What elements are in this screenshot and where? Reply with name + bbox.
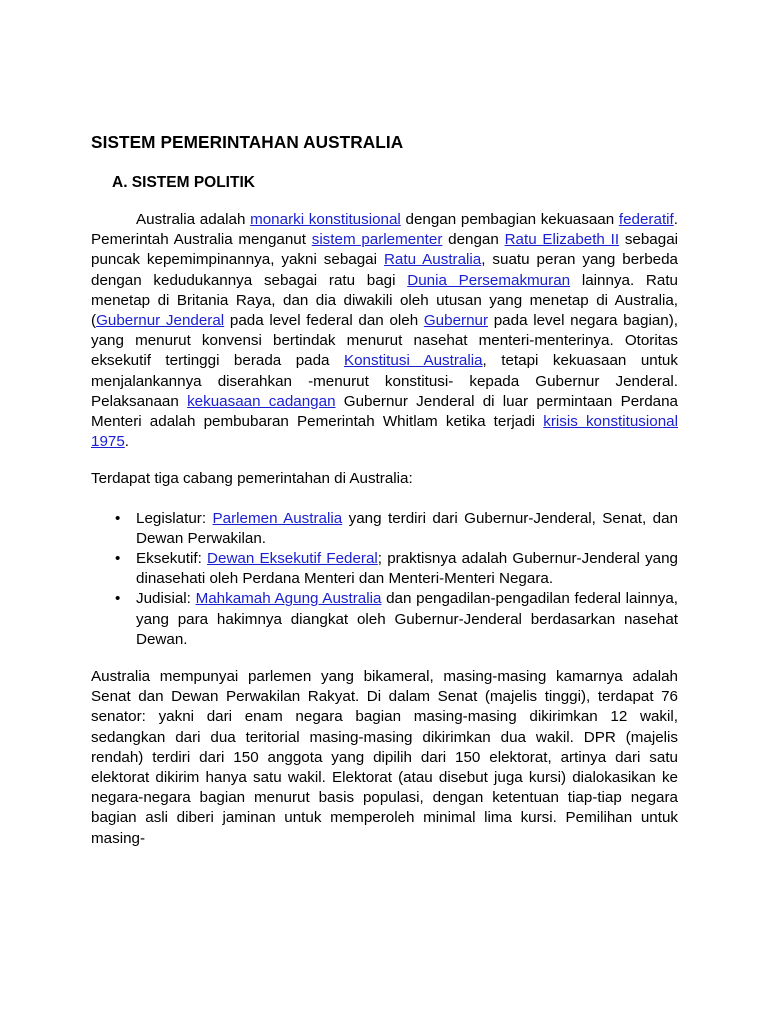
link-monarki-konstitusional[interactable]: monarki konstitusional: [250, 211, 401, 228]
link-dewan-eksekutif-federal[interactable]: Dewan Eksekutif Federal: [207, 550, 378, 568]
section-heading: A. SISTEM POLITIK: [112, 174, 255, 191]
text-segment: , suatu peran yang berbeda dengan kedudukannya sebagai ratu bagi: [91, 251, 678, 289]
link-kekuasaan-cadangan[interactable]: kekuasaan cadangan: [187, 392, 336, 410]
link-krisis-konstitusional-1975[interactable]: krisis konstitusional 1975: [91, 413, 678, 451]
branch-label: Legislatur:: [136, 509, 213, 527]
branch-description: ; praktisnya adalah Gubernur-Jenderal yang dinasehati oleh Perdana Menteri dan Menteri-Menteri Negara.: [136, 550, 678, 588]
branch-label: Eksekutif:: [136, 550, 208, 568]
bullet-marker: •: [115, 509, 121, 527]
link-ratu-elizabeth-ii[interactable]: Ratu Elizabeth II: [504, 231, 620, 249]
text-segment: .: [124, 433, 130, 451]
link-ratu-australia[interactable]: Ratu Australia: [383, 251, 482, 269]
text-segment: sebagai puncak kepemimpinannya, yakni sebagai: [91, 231, 679, 269]
link-dunia-persemakmuran[interactable]: Dunia Persemakmuran: [407, 271, 571, 289]
text-segment: pada level negara bagian), yang menurut konvensi bertindak menurut nasehat menteri-menterinya. Otoritas eksekutif tertinggi berada pada: [91, 312, 678, 370]
bullet-marker: •: [115, 550, 121, 568]
branches-intro: Terdapat tiga cabang pemerintahan di Australia:: [91, 470, 413, 488]
link-gubernur[interactable]: Gubernur: [423, 312, 489, 330]
text-segment: Gubernur Jenderal di luar permintaan Perdana Menteri adalah pembubaran Pemerintah Whitlam ketika terjadi: [91, 392, 678, 431]
link-parlemen-australia[interactable]: Parlemen Australia: [212, 509, 343, 527]
list-item-legislatur: [115, 509, 678, 549]
list-item-eksekutif: [115, 549, 678, 589]
document-page: [91, 128, 678, 849]
branch-description: dan pengadilan-pengadilan federal lainnya, yang para hakimnya diangkat oleh Gubernur-Jenderal berdasarkan nasehat Dewan.: [136, 590, 678, 648]
link-mahkamah-agung-australia[interactable]: Mahkamah Agung Australia: [195, 590, 382, 608]
text-segment: , tetapi kekuasaan untuk menjalankannya diserahkan -menurut konstitusi- kepada Gubernur Jenderal. Pelaksanaan: [91, 352, 678, 410]
page-title: SISTEM PEMERINTAHAN AUSTRALIA: [91, 132, 404, 152]
text-segment: Australia adalah: [136, 211, 251, 228]
list-item-judisial: [115, 589, 678, 650]
branches-list: [91, 509, 678, 650]
text-segment: lainnya. Ratu menetap di Britania Raya, dan dia diwakili oleh utusan yang menetap di Australia, (: [91, 271, 678, 330]
link-federatif[interactable]: federatif: [618, 211, 674, 228]
text-segment: pada level federal dan oleh: [224, 312, 424, 330]
text-segment: dengan: [442, 231, 505, 249]
text-segment: dengan pembagian kekuasaan: [400, 211, 619, 228]
paragraph-parlemen: Australia mempunyai parlemen yang bikameral, masing-masing kamarnya adalah Senat dan Dewan Perwakilan Rakyat. Di dalam Senat (majelis tinggi), terdapat 76 senator: yakni dari enam negara bagian masing-masing dikirimkan 12 wakil, sedangkan dari dua teritorial masing-masing dikirimkan dua wakil. DPR (majelis rendah) terdiri dari 150 anggota yang dipilih dari 150 elektorat, artinya dari satu elektorat dikirim hanya satu wakil. Elektorat (atau disebut juga kursi) dialokasikan ke negara-negara bagian menurut basis populasi, dengan ketentuan tiap-tiap negara bagian asli diberi jaminan untuk memperoleh minimal lima kursi. Pemilihan untuk masing-: [91, 668, 678, 847]
paragraph-sistem-politik: [91, 210, 678, 452]
bullet-marker: •: [115, 590, 121, 608]
branch-label: Judisial:: [136, 590, 196, 608]
link-konstitusi-australia[interactable]: Konstitusi Australia: [343, 352, 483, 370]
branch-description: yang terdiri dari Gubernur-Jenderal, Senat, dan Dewan Perwakilan.: [136, 509, 678, 547]
text-segment: . Pemerintah Australia menganut: [91, 211, 678, 249]
link-sistem-parlementer[interactable]: sistem parlementer: [311, 231, 443, 249]
link-gubernur-jenderal[interactable]: Gubernur Jenderal: [96, 312, 225, 330]
